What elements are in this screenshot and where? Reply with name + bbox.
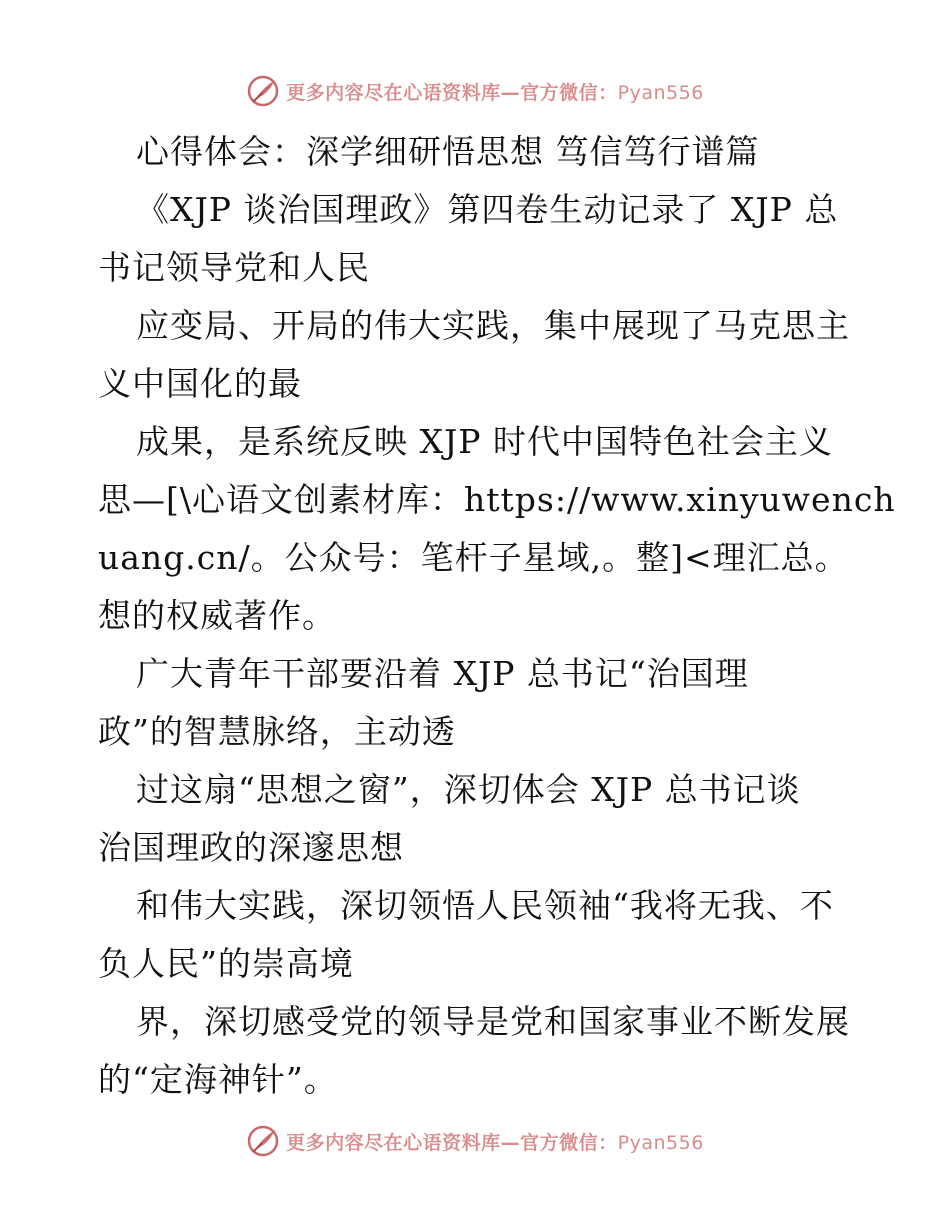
text-line: 义中国化的最 <box>98 364 302 403</box>
text-line: 《XJP 谈治国理政》第四卷生动记录了 XJP 总 <box>136 190 839 229</box>
text-line: 治国理政的深邃思想 <box>98 828 404 867</box>
feather-quill-logo-icon <box>246 1124 280 1158</box>
text-line: 过这扇“思想之窗”，深切体会 XJP 总书记谈 <box>136 770 801 809</box>
document-title: 心得体会：深学细研悟思想 笃信笃行谱篇 <box>136 132 760 171</box>
text-line: 广大青年干部要沿着 XJP 总书记“治国理 <box>136 654 749 693</box>
text-line: 应变局、开局的伟大实践，集中展现了马克思主 <box>136 306 850 345</box>
text-line: 和伟大实践，深切领悟人民领袖“我将无我、不 <box>136 886 834 925</box>
text-line: 政”的智慧脉络，主动透 <box>98 712 456 751</box>
text-line: 想的权威著作。 <box>98 596 336 635</box>
text-line: uang.cn/。公众号：笔杆子星域,。整]<理汇总。 <box>98 538 849 577</box>
text-line: 思—[\心语文创素材库：https://www.xinyuwench <box>98 480 896 519</box>
text-line: 界，深切感受党的领导是党和国家事业不断发展 <box>136 1002 850 1041</box>
text-line: 负人民”的崇高境 <box>98 944 354 983</box>
header-watermark-banner <box>0 71 950 111</box>
watermark-text: 更多内容尽在心语资料库—官方微信：Pyan556 <box>286 81 704 104</box>
body-text <box>98 181 896 1109</box>
document-body <box>98 123 896 1109</box>
text-line: 书记领导党和人民 <box>98 248 370 287</box>
footer-watermark-banner <box>0 1121 950 1161</box>
watermark-text: 更多内容尽在心语资料库—官方微信：Pyan556 <box>286 1131 704 1154</box>
text-line: 的“定海神针”。 <box>98 1060 338 1099</box>
text-line: 成果，是系统反映 XJP 时代中国特色社会主义 <box>136 422 833 461</box>
feather-quill-logo-icon <box>246 74 280 108</box>
